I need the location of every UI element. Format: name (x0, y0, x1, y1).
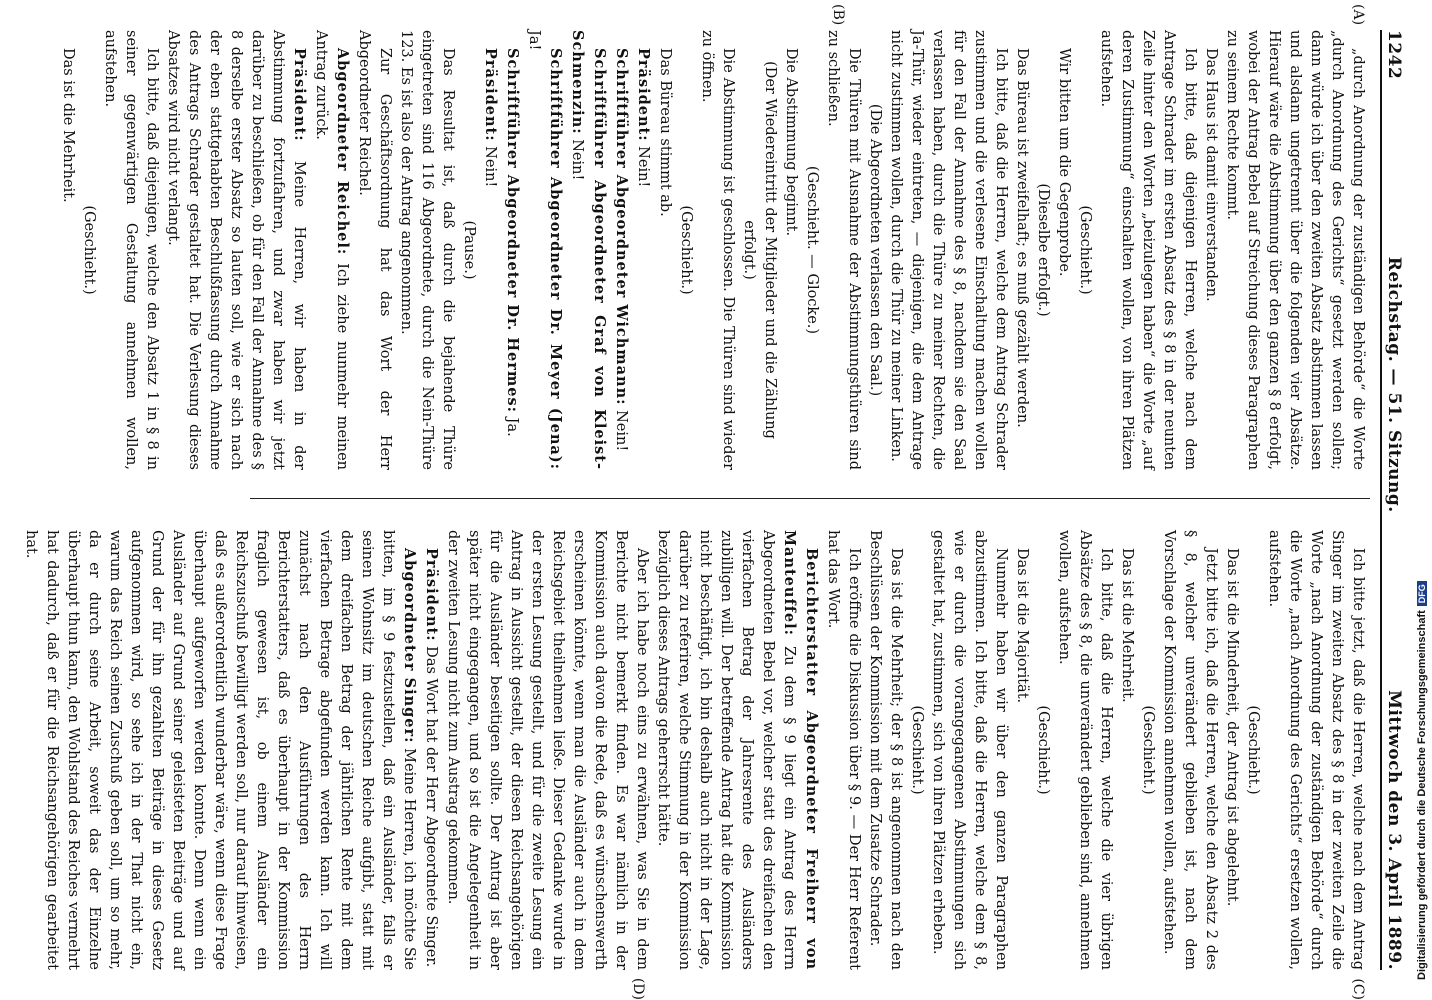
paragraph: Schriftführer Abgeordneter Graf von Kleist-Schmenzin: Nein! (569, 30, 608, 470)
paragraph: (Dieselbe erfolgt.) (1035, 183, 1051, 317)
speaker-name: Schriftführer Abgeordneter Dr. Meyer (Jena): (547, 48, 564, 470)
paragraph: Ich bitte jetzt, daß die Herren, welche nach dem Antrag Singer im zweiten Absatz des § 8 in der zweiten Zeile die Worte „nach Anordnung der zuständigen Behörde“ durch die Worte „nach Anordnung des Gerichts“ ersetzen wollen, aufstehen. (1266, 530, 1366, 970)
running-title: Reichstag. — 51. Sitzung. (1384, 256, 1404, 513)
paragraph: „durch Anordnung der zuständigen Behörde“ die Worte „durch Anordnung des Gerichts“ gesetzt werden sollen; dann würde ich über den zweiten Absatz abstimmen lassen und alsdann ungetrennt über die folgenden vier Absätze. Hierauf wäre die Abstimmung über den ganzen § 8 erfolgt, wobei der Antrag Bebel auf Streichung dieses Paragraphen zu seinem Rechte kommt. (1224, 30, 1366, 470)
paragraph: (Geschieht. — Glocke.) (804, 165, 820, 335)
paragraph: Abgeordneter Singer: Meine Herren, ich möchte Sie bitten, im § 9 festzustellen, daß ein Ausländer, falls er seinen Wohnsitz im deutschen Reiche aufgibt, statt mit dem dreifachen Betrag der jährlichen Rente mit dem vierfachen Betrage abgefunden werden kann. Ich will zunächst nach den Ausführungen des Herrn Berichterstatters, daß es überhaupt in der Kommission fraglich gewesen ist, ob einem Ausländer ein Reichszuschuß bewilligt werden soll, nur darauf hinweisen, daß es außerordentlich wunderbar wäre, wenn diese Frage überhaupt aufgeworfen werden konnte. Denn wenn ein Ausländer auf Grund seiner geleisteten Beiträge und auf Grund der für ihn gezahlten Beiträge in dieses Gesetz aufgenommen wird, so sehe ich in der That nicht ein, warum das Reich seinen Zuschuß geben soll, um so mehr, da er durch seine Arbeit, soweit das der Einzelne überhaupt thun kann, den Wohlstand des Reiches vermehrt hat dadurch, daß er für die Reichsangehörigen gearbeitet hat. (23, 530, 418, 970)
paragraph: Ich bitte, daß diejenigen Herren, welche nach dem Antrage Schrader im ersten Absatz des § 8 in der neunten Zeile hinter den Worten „beizulegen haben“ die Worte „auf deren Zustimmung“ einschalten wollen, von ihren Plätzen aufstehen. (1098, 30, 1198, 470)
paragraph: (Geschieht.) (678, 205, 694, 295)
paragraph: Das Büreau ist zweifelhaft; es muß gezählt werden. (1014, 48, 1030, 428)
margin-mark-d: (D) (630, 977, 646, 1000)
right-column-text (20, 530, 1368, 970)
margin-mark-b: (B) (830, 4, 846, 26)
page-number: 1242 (1384, 30, 1404, 80)
running-head (1380, 30, 1410, 970)
speaker-name: Präsident: (291, 48, 308, 142)
paragraph: Das ist die Minderheit, der Antrag ist abgelehnt. (1224, 548, 1240, 907)
paragraph: (Geschieht.) (909, 705, 925, 795)
paragraph: Die Abstimmung ist geschlossen. Die Thüren sind wieder zu öffnen. (699, 30, 736, 470)
paragraph: (Geschieht.) (81, 205, 97, 295)
digitization-credit (1416, 581, 1428, 980)
margin-mark-a: (A) (1350, 4, 1366, 26)
speaker-name: Präsident: (482, 48, 499, 142)
paragraph: Abgeordneter Reichel: Ich ziehe nunmehr meinen Antrag zurück. (313, 30, 351, 471)
sitting-date: Mittwoch den 3. April 1889. (1384, 690, 1404, 970)
paragraph: (Pause.) (461, 220, 477, 280)
paragraph: (Geschieht.) (1077, 205, 1093, 295)
speaker-name: Schriftführer Abgeordneter Graf von Kleist-Schmenzin: (569, 30, 608, 470)
paragraph: Präsident: Das Wort hat der Herr Abgeordnete Singer. (423, 548, 440, 968)
speaker-name: Abgeordneter Reichel: (334, 48, 351, 256)
left-column-text (57, 30, 1368, 470)
paragraph: Ich bitte, daß diejenigen, welche den Absatz 1 in § 8 in seiner gegenwärtigen Gestaltung annehmen wollen, aufstehen. (102, 30, 160, 470)
dfg-logo: DFG (1417, 581, 1427, 606)
credit-text: Digitalisierung gefördert durch die Deutsche Forschungsgemeinschaft (1416, 610, 1428, 980)
speaker-name: Abgeordneter Singer: (401, 548, 418, 744)
left-column (57, 4, 1368, 471)
paragraph: Das ist die Majorität. (1014, 548, 1030, 704)
paragraph: (Der Wiedereintritt der Mitglieder und die Zählung erfolgt.) (741, 61, 778, 439)
right-column (20, 530, 1368, 1000)
paragraph: Präsident: Nein! (482, 48, 499, 188)
speaker-name: Präsident: (423, 548, 440, 642)
paragraph: Ich bitte, daß die Herren, welche die vier übrigen Absätze des § 8, die unverändert geblieben sind, annehmen wollen, aufstehen. (1056, 530, 1114, 970)
margin-mark-c: (C) (1350, 978, 1366, 1000)
speaker-name: Präsident: (635, 48, 652, 142)
paragraph: Schriftführer Abgeordneter Wichmann: Nein! (613, 48, 630, 452)
paragraph: (Geschieht.) (1035, 705, 1051, 795)
paragraph: Wir bitten um die Gegenprobe. (1056, 48, 1072, 277)
paragraph: Das Büreau stimmt ab. (657, 48, 673, 217)
paragraph: Ich eröffne die Diskussion über § 9. — Der Herr Referent hat das Wort. (825, 530, 862, 970)
paragraph: Ich bitte, daß die Herren, welche dem Antrag Schrader zustimmen und die verlesene Einschaltung machen wollen für den Fall der Annahme des § 8, nachdem sie den Saal verlassen haben, durch die Thüre zu meiner Rechten, die Ja-Thür, wieder eintreten, — diejenigen, die dem Antrage nicht zustimmen wollen, durch die Thür zu meiner Linken. (888, 30, 1009, 470)
paragraph: (Die Abgeordneten verlassen den Saal.) (867, 103, 883, 397)
paragraph: Berichterstatter Abgeordneter Freiherr von Manteuffel: Zu dem § 9 liegt ein Antrag des Herrn Abgeordneten Bebel vor, welcher statt des dreifachen den vierfachen Betrag der Jahresrente des Ausländers zubilligen will. Der betreffende Antrag hat die Kommission nicht beschäftigt, ich bin deshalb auch nicht in der Lage, darüber zu referiren, welche Stimmung in der Kommission bezüglich dieses Antrags geherrscht hätte. (655, 530, 820, 970)
speaker-name: Schriftführer Abgeordneter Wichmann: (613, 48, 630, 406)
paragraph: Die Thüren mit Ausnahme der Abstimmungsthüren sind zu schließen. (825, 30, 862, 470)
column-divider (250, 498, 1370, 499)
paragraph: Das Haus ist damit einverstanden. (1203, 48, 1219, 302)
paragraph: Das ist die Mehrheit. (60, 48, 76, 203)
paragraph: (Geschieht.) (1140, 705, 1156, 795)
rotated-page (8, 4, 1410, 1000)
paragraph: (Geschieht.) (1245, 705, 1261, 795)
paragraph: Präsident: Nein! (635, 48, 652, 188)
paragraph: Zur Geschäftsordnung hat das Wort der Herr Abgeordneter Reichel. (356, 30, 393, 470)
paragraph: Schriftführer Abgeordneter Dr. Hermes: Ja. (504, 48, 521, 437)
paragraph: Schriftführer Abgeordneter Dr. Meyer (Jena): Ja! (526, 30, 564, 470)
paragraph: Das Resultat ist, daß durch die bejahende Thüre eingetreten sind 116 Abgeordnete, durch die Nein-Thüre 123. Es ist also der Antrag angenommen. (398, 30, 456, 470)
speaker-name: Berichterstatter Abgeordneter Freiherr von Manteuffel: (781, 530, 820, 970)
paragraph: Jetzt bitte ich, daß die Herren, welche den Absatz 2 des § 8, welcher unverändert geblieben ist, nach dem Vorschlage der Kommission annehmen wollen, aufstehen. (1161, 530, 1219, 970)
paragraph: Präsident: Meine Herren, wir haben in der Abstimmung fortzufahren, und zwar haben wir jetzt darüber zu beschließen, ob für den Fall der Annahme des § 8 derselbe erster Absatz so lauten soll, wie er sich nach der eben stattgehabten Beschlußfassung durch Annahme des Antrags Schrader gestaltet hat. Die Verlesung dieses Absatzes wird nicht verlangt. (165, 30, 308, 470)
speaker-name: Schriftführer Abgeordneter Dr. Hermes: (504, 48, 521, 414)
paragraph: Die Abstimmung beginnt. (783, 48, 799, 237)
paragraph: Aber ich habe noch eins zu erwähnen, was Sie in dem Berichte nicht bemerkt finden. Es war nämlich in der Kommission auch davon die Rede, daß es wünschenswerth erscheinen könnte, wenn man die Ausländer auch in dem Reichsgebiet theilnehmen ließe. Dieser Gedanke wurde in der ersten Lesung gestellt, und für die zweite Lesung ein Antrag in Aussicht gestellt, der diesen Reichsangehörigen für die Ausländer beseitigen sollte. Der Antrag ist aber später nicht eingegangen, und so ist die Angelegenheit in der zweiten Lesung nicht zum Austrag gekommen. (445, 530, 650, 970)
paragraph: Das ist die Mehrheit. (1119, 548, 1135, 703)
paragraph: Nunmehr haben wir über den ganzen Paragraphen abzustimmen. Ich bitte, daß die Herren, welche dem § 8, wie er durch die vorangegangenen Abstimmungen sich gestaltet hat, zustimmen, sich von ihren Plätzen erheben. (930, 530, 1009, 970)
paragraph: Das ist die Mehrheit; der § 8 ist angenommen nach den Beschlüssen der Kommission mit dem Zusatze Schrader. (867, 530, 904, 970)
